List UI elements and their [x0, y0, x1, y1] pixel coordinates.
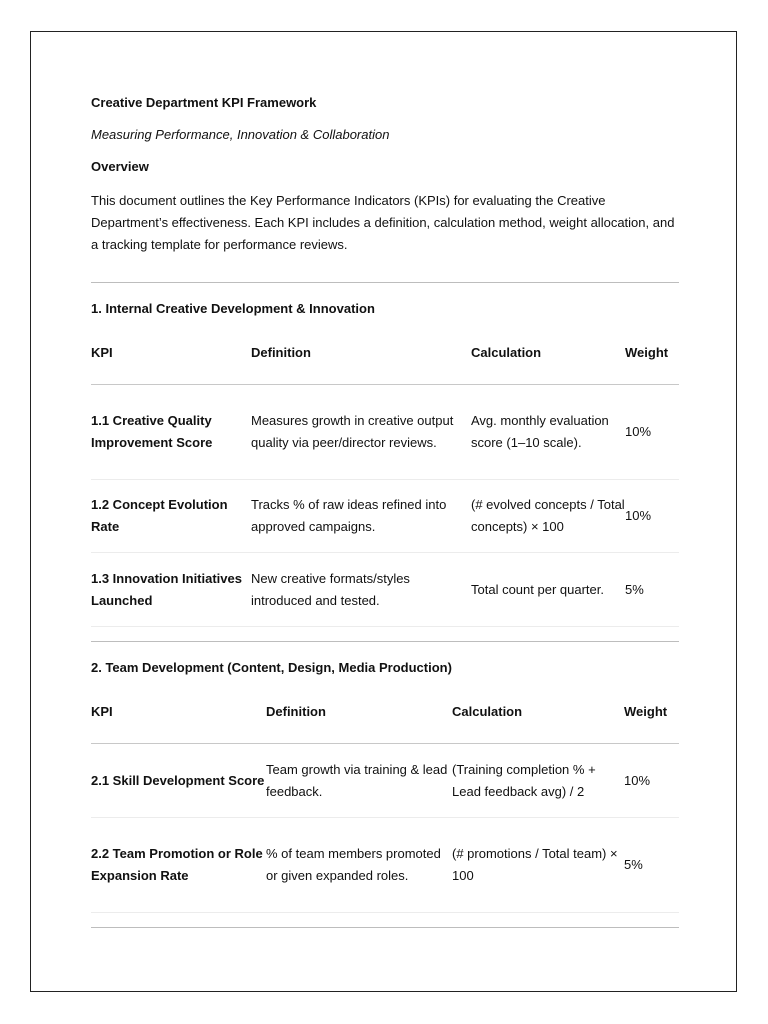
column-header-kpi: KPI: [91, 703, 266, 744]
kpi-name-cell: 2.2 Team Promotion or Role Expansion Rate: [91, 818, 266, 913]
kpi-definition-cell: % of team members promoted or given expanded roles.: [266, 818, 452, 913]
kpi-name-cell: 1.2 Concept Evolution Rate: [91, 480, 251, 553]
section-1-heading: 1. Internal Creative Development & Innovation: [91, 301, 375, 316]
kpi-calculation-cell: Avg. monthly evaluation score (1–10 scale).: [471, 385, 625, 480]
kpi-weight-cell: 10%: [624, 744, 679, 818]
column-header-calculation: Calculation: [452, 703, 624, 744]
kpi-calculation-cell: (# evolved concepts / Total concepts) × 100: [471, 480, 625, 553]
kpi-name-cell: 1.1 Creative Quality Improvement Score: [91, 385, 251, 480]
table-row: [91, 744, 679, 818]
kpi-weight-cell: 5%: [624, 818, 679, 913]
table-header-row: [91, 703, 679, 744]
table-header-row: [91, 344, 679, 385]
column-header-definition: Definition: [251, 344, 471, 385]
kpi-definition-cell: Team growth via training & lead feedback.: [266, 744, 452, 818]
column-header-kpi: KPI: [91, 344, 251, 385]
kpi-calculation-cell: Total count per quarter.: [471, 553, 625, 627]
kpi-definition-cell: Tracks % of raw ideas refined into approved campaigns.: [251, 480, 471, 553]
column-header-weight: Weight: [624, 703, 679, 744]
kpi-calculation-cell: (Training completion % + Lead feedback avg) / 2: [452, 744, 624, 818]
document-content: [91, 94, 679, 928]
table-row: [91, 480, 679, 553]
kpi-table-section-1: [91, 344, 679, 627]
column-header-definition: Definition: [266, 703, 452, 744]
section-divider: [91, 282, 679, 283]
overview-heading: Overview: [91, 159, 149, 174]
kpi-definition-cell: New creative formats/styles introduced and tested.: [251, 553, 471, 627]
kpi-name-cell: 2.1 Skill Development Score: [91, 744, 266, 818]
kpi-weight-cell: 5%: [625, 553, 679, 627]
kpi-weight-cell: 10%: [625, 480, 679, 553]
column-header-calculation: Calculation: [471, 344, 625, 385]
document-subtitle: Measuring Performance, Innovation & Collaboration: [91, 127, 390, 142]
table-row: [91, 553, 679, 627]
kpi-name-cell: 1.3 Innovation Initiatives Launched: [91, 553, 251, 627]
section-2-heading: 2. Team Development (Content, Design, Media Production): [91, 660, 452, 675]
kpi-weight-cell: 10%: [625, 385, 679, 480]
document-title: Creative Department KPI Framework: [91, 95, 317, 110]
table-row: [91, 385, 679, 480]
column-header-weight: Weight: [625, 344, 679, 385]
table-row: [91, 818, 679, 913]
kpi-definition-cell: Measures growth in creative output quality via peer/director reviews.: [251, 385, 471, 480]
document-page: [30, 31, 737, 992]
kpi-table-section-2: [91, 703, 679, 913]
section-divider: [91, 927, 679, 928]
section-divider: [91, 641, 679, 642]
kpi-calculation-cell: (# promotions / Total team) × 100: [452, 818, 624, 913]
overview-paragraph: This document outlines the Key Performance Indicators (KPIs) for evaluating the Creative Department’s effectiveness. Each KPI includes a definition, calculation method, weight allocation, and a tracking template for performance reviews.: [91, 193, 675, 252]
